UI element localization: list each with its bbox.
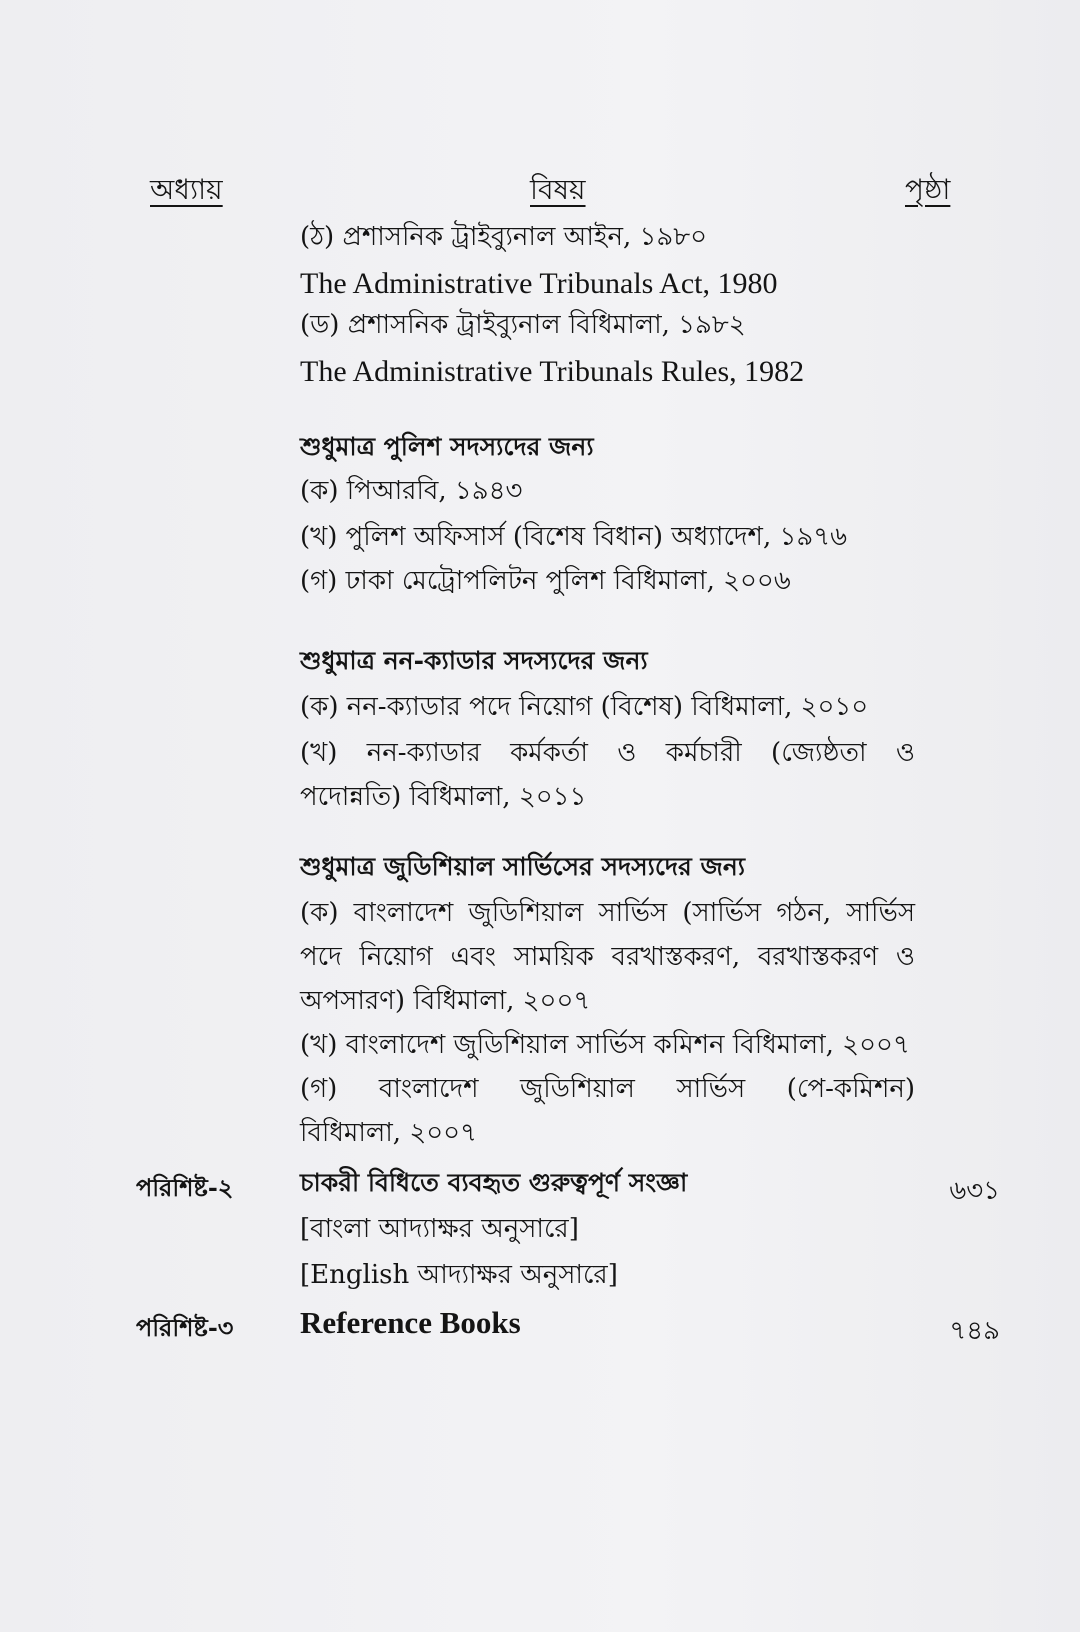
appendix-2-sub: [English আদ্যাক্ষর অনুসারে] (300, 1260, 618, 1290)
entry-line: পদে নিয়োগ এবং সাময়িক বরখাস্তকরণ, বরখাস্তকরণ ও (300, 942, 915, 972)
entry-line: (ড) প্রশাসনিক ট্রাইব্যুনাল বিধিমালা, ১৯৮২ (300, 310, 746, 340)
section-heading: শুধুমাত্র নন-ক্যাডার সদস্যদের জন্য (300, 646, 648, 675)
appendix-2-sub: [বাংলা আদ্যাক্ষর অনুসারে] (300, 1214, 579, 1244)
appendix-3-chapter: পরিশিষ্ট-৩ (136, 1313, 234, 1342)
entry-line: (ক) বাংলাদেশ জুডিশিয়াল সার্ভিস (সার্ভিস গঠন, সার্ভিস (300, 898, 915, 928)
entry-line: (খ) পুলিশ অফিসার্স (বিশেষ বিধান) অধ্যাদেশ, ১৯৭৬ (300, 522, 848, 552)
header-chapter: অধ্যায় (150, 173, 223, 206)
entry-line: অপসারণ) বিধিমালা, ২০০৭ (300, 986, 591, 1016)
entry-line: (গ) ঢাকা মেট্রোপলিটন পুলিশ বিধিমালা, ২০০৬ (300, 566, 791, 596)
entry-line: The Administrative Tribunals Act, 1980 (300, 267, 778, 300)
appendix-3-page: ৭৪৯ (949, 1316, 1000, 1346)
entry-line: (ক) নন-ক্যাডার পদে নিয়োগ (বিশেষ) বিধিমালা, ২০১০ (300, 692, 869, 722)
header-page: পৃষ্ঠা (905, 173, 951, 206)
entry-line: (গ) বাংলাদেশ জুডিশিয়াল সার্ভিস (পে-কমিশন) (300, 1074, 915, 1104)
entry-line: (খ) নন-ক্যাডার কর্মকর্তা ও কর্মচারী (জ্যেষ্ঠতা ও (300, 738, 915, 768)
entry-line: The Administrative Tribunals Rules, 1982 (300, 355, 805, 388)
entry-line: (ক) পিআরবি, ১৯৪৩ (300, 476, 523, 506)
entry-line: (ঠ) প্রশাসনিক ট্রাইব্যুনাল আইন, ১৯৮০ (300, 222, 708, 252)
appendix-2-page: ৬৩১ (949, 1176, 1000, 1206)
section-heading: শুধুমাত্র জুডিশিয়াল সার্ভিসের সদস্যদের জন্য (300, 852, 746, 881)
appendix-2-chapter: পরিশিষ্ট-২ (136, 1173, 234, 1202)
entry-line: পদোন্নতি) বিধিমালা, ২০১১ (300, 782, 587, 812)
entry-line: বিধিমালা, ২০০৭ (300, 1118, 477, 1148)
section-heading: শুধুমাত্র পুলিশ সদস্যদের জন্য (300, 432, 594, 461)
appendix-3-title: Reference Books (300, 1305, 521, 1340)
header-subject: বিষয় (530, 173, 586, 206)
entry-line: (খ) বাংলাদেশ জুডিশিয়াল সার্ভিস কমিশন বিধিমালা, ২০০৭ (300, 1030, 910, 1060)
appendix-2-title: চাকরী বিধিতে ব্যবহৃত গুরুত্বপূর্ণ সংজ্ঞা (300, 1168, 688, 1197)
